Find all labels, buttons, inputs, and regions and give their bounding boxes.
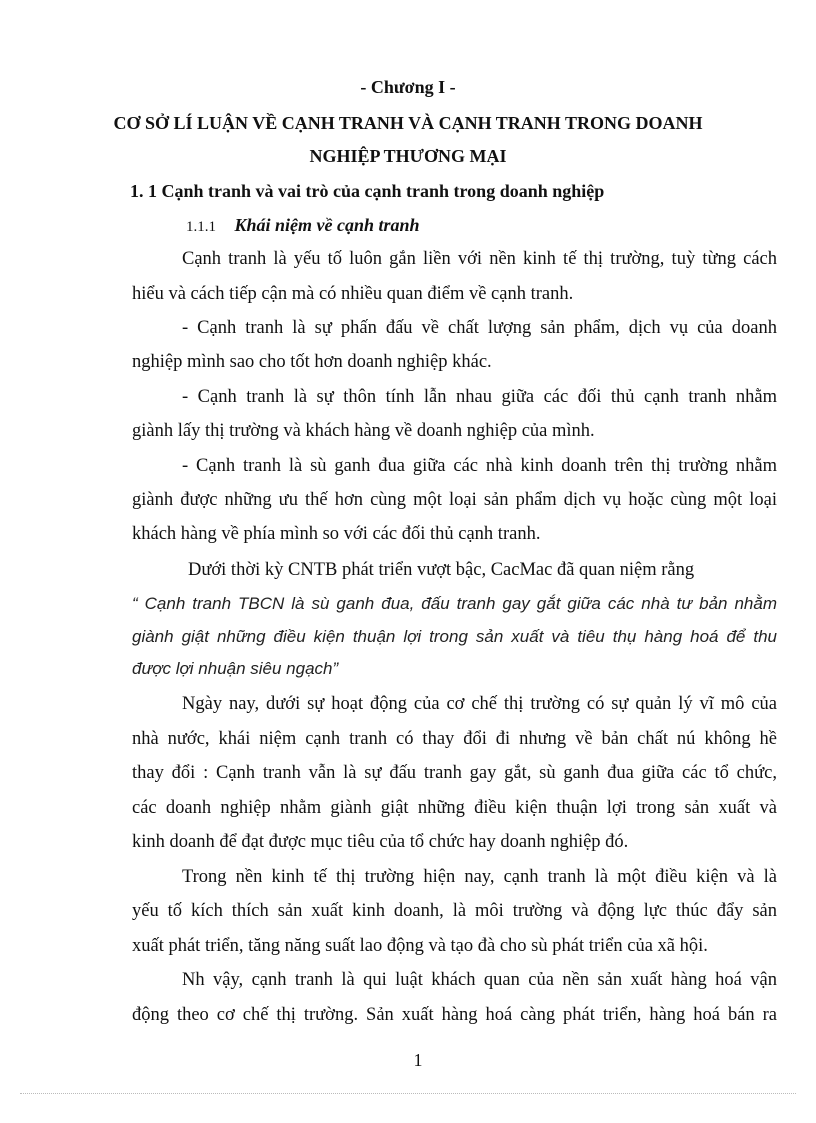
body-line: yếu tố kích thích sản xuất kinh doanh, là môi trường và động lực thúc đẩy sản [132, 901, 777, 921]
body-line: các doanh nghiệp nhằm giành giật những điều kiện thuận lợi trong sản xuất và [132, 798, 777, 818]
section-heading: 1. 1 Cạnh tranh và vai trò của cạnh tranh trong doanh nghiệp [130, 181, 605, 201]
page-number: 1 [413, 1050, 423, 1070]
body-line: Nh vậy, cạnh tranh là qui luật khách quan của nền sản xuất hàng hoá vận [182, 970, 777, 990]
body-line: - Cạnh tranh là sù ganh đua giữa các nhà kinh doanh trên thị trường nhằm [182, 456, 777, 476]
chapter-title-line-2: NGHIỆP THƯƠNG MẠI [309, 146, 507, 166]
body-line: nghiệp mình sao cho tốt hơn doanh nghiệp khác. [132, 352, 492, 372]
body-line: Cạnh tranh là yếu tố luôn gắn liền với nền kinh tế thị trường, tuỳ từng cách [182, 249, 777, 269]
body-line: động theo cơ chế thị trường. Sản xuất hàng hoá càng phát triển, hàng hoá bán ra [132, 1005, 777, 1025]
body-line: Ngày nay, dưới sự hoạt động của cơ chế thị trường có sự quản lý vĩ mô của [182, 694, 777, 714]
body-line: kinh doanh để đạt được mục tiêu của tổ chức hay doanh nghiệp đó. [132, 832, 629, 852]
quote-line: “ Cạnh tranh TBCN là sù ganh đua, đấu tranh gay gắt giữa các nhà tư bản nhằm [132, 594, 777, 613]
body-line: xuất phát triển, tăng năng suất lao động và tạo đà cho sù phát triển của xã hội. [132, 936, 708, 956]
quote-line: giành giật những điều kiện thuận lợi trong sản xuất và tiêu thụ hàng hoá để thu [132, 627, 777, 646]
subsection-heading [186, 215, 420, 236]
body-line: - Cạnh tranh là sự thôn tính lẫn nhau giữa các đối thủ cạnh tranh nhằm [182, 387, 777, 407]
quote-line: được lợi nhuận siêu ngạch” [132, 659, 339, 678]
body-line: nhà nước, khái niệm cạnh tranh có thay đổi đi nhưng về bản chất nú không hề [132, 729, 777, 749]
body-line: Trong nền kinh tế thị trường hiện nay, cạnh tranh là một điều kiện và là [182, 867, 777, 887]
footer-divider [20, 1093, 796, 1094]
body-line: giành được những ưu thế hơn cùng một loại sản phẩm dịch vụ hoặc cùng một loại [132, 490, 777, 510]
subsection-label: Khái niệm về cạnh tranh [234, 215, 420, 235]
chapter-heading: - Chương I - [360, 77, 456, 97]
body-line: khách hàng về phía mình so với các đối thủ cạnh tranh. [132, 524, 541, 544]
body-line: Dưới thời kỳ CNTB phát triển vượt bậc, CacMac đã quan niệm rằng [188, 560, 695, 580]
body-line: giành lấy thị trường và khách hàng về doanh nghiệp của mình. [132, 421, 595, 441]
subsection-number: 1.1.1 [186, 219, 216, 235]
body-line: hiểu và cách tiếp cận mà có nhiều quan điểm về cạnh tranh. [132, 284, 574, 304]
body-line: - Cạnh tranh là sự phấn đấu về chất lượng sản phẩm, dịch vụ của doanh [182, 318, 777, 338]
chapter-title-line-1: CƠ SỞ LÍ LUẬN VỀ CẠNH TRANH VÀ CẠNH TRANH TRONG DOANH [113, 113, 703, 133]
body-line: thay đổi : Cạnh tranh vẫn là sự đấu tranh gay gắt, sù ganh đua giữa các tổ chức, [132, 763, 777, 783]
